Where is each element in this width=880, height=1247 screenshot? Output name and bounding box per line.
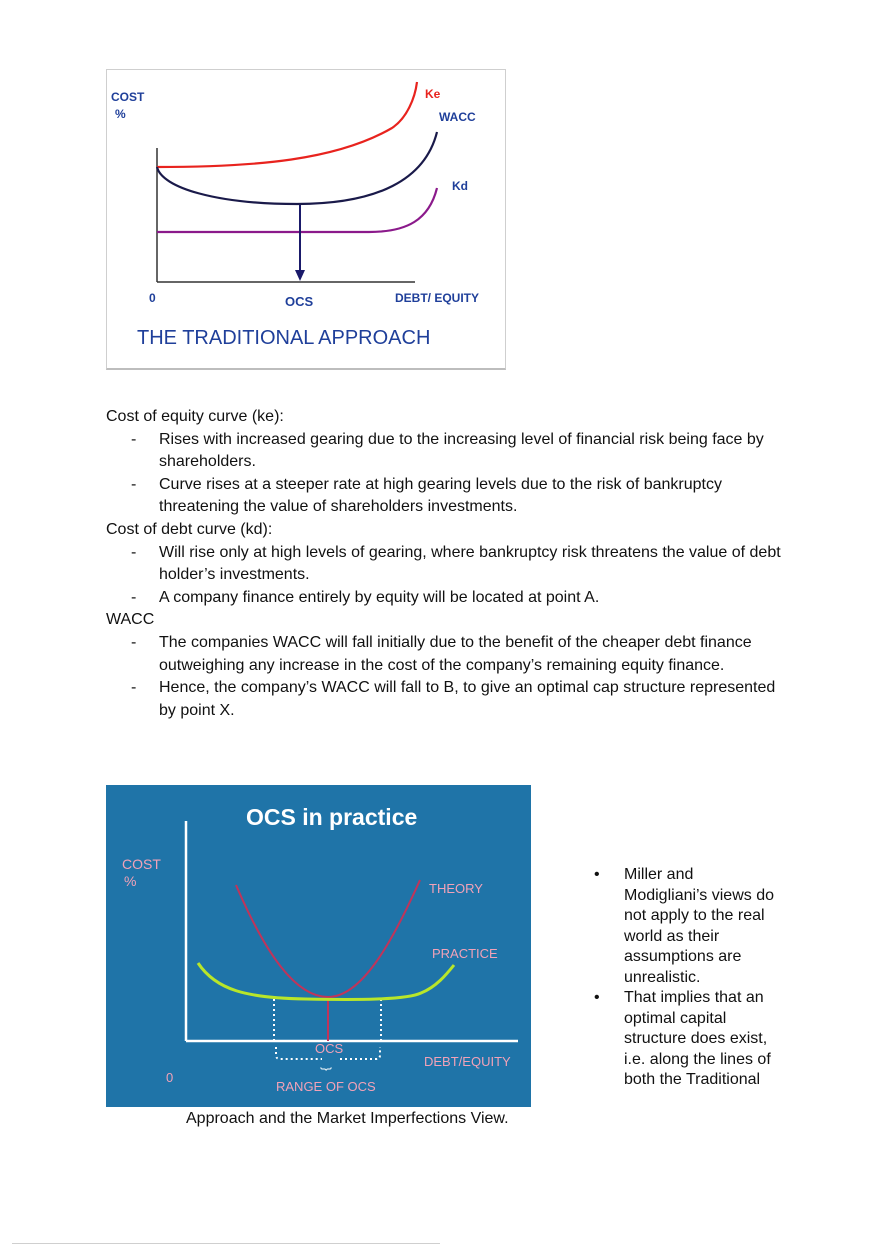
bullet-dot-icon: • [594,866,600,883]
ocs-in-practice-svg [106,785,531,1107]
ke-point-text: Rises with increased gearing due to the increasing level of financial risk being face by shareholders. [159,430,764,471]
wacc-point-text: Hence, the company’s WACC will fall to B, to give an optimal cap structure represented by point X. [159,679,776,719]
ocs-label: OCS [315,1041,344,1056]
origin-label: 0 [166,1070,174,1085]
bullet-item [594,865,780,988]
y-label-cost: COST [111,90,145,104]
ocs-label: OCS [285,294,314,309]
notes-section [106,406,786,722]
bullet-text: Miller and Modigliani’s views do not apply to the real world as their assumptions are unrealistic. [624,866,774,986]
kd-heading: Cost of debt curve (kd): [106,520,273,538]
dash-marker: - [131,543,137,561]
ke-label: Ke [425,87,441,101]
wacc-label: WACC [439,110,476,124]
kd-curve [157,188,437,232]
ocs-in-practice-figure [106,785,531,1107]
practice-curve [198,963,454,999]
origin-label: 0 [149,291,156,305]
kd-point [106,542,786,587]
ke-point-text: Curve rises at a steeper rate at high gearing levels due to the risk of bankruptcy threatening the value of shareholders investments. [159,475,722,516]
bullet-text: That implies that an optimal capital structure does exist, i.e. along the lines of both the Traditional [624,989,771,1088]
side-bullet-list [594,865,780,1091]
ke-point [106,474,786,519]
practice-label: PRACTICE [432,946,498,961]
wacc-heading: WACC [106,611,155,629]
dash-marker: - [131,475,137,493]
bullet-dot-icon: • [594,989,600,1006]
ke-curve [157,82,417,167]
dash-marker: - [131,679,137,697]
footer-rule [12,1243,440,1244]
wacc-curve [157,132,437,204]
range-label: RANGE OF OCS [276,1079,376,1094]
y-label-cost: COST [122,856,161,872]
dash-marker: - [131,430,137,448]
wacc-point [106,632,786,677]
ocs-arrow-head [295,270,305,281]
kd-point [106,587,786,610]
theory-label: THEORY [429,881,483,896]
bullet-item [594,988,780,1091]
traditional-approach-figure [106,69,506,370]
dash-marker: - [131,633,137,651]
range-brace: } [320,1067,334,1072]
theory-curve [236,880,420,997]
kd-label: Kd [452,179,468,193]
ke-point [106,429,786,474]
x-label: DEBT/EQUITY [424,1054,511,1069]
ke-heading: Cost of equity curve (ke): [106,408,284,425]
kd-point-text: A company finance entirely by equity will be located at point A. [159,588,600,606]
figure-title: THE TRADITIONAL APPROACH [137,327,431,349]
caption-continuation: Approach and the Market Imperfections View. [186,1110,509,1127]
traditional-approach-svg [107,70,505,368]
wacc-point-text: The companies WACC will fall initially due to the benefit of the cheaper debt finance outweighing any increase in the cost of the company’s remaining equity finance. [159,633,752,674]
wacc-point [106,677,786,722]
y-label-percent: % [115,107,126,121]
x-label: DEBT/ EQUITY [395,291,480,305]
kd-point-text: Will rise only at high levels of gearing, where bankruptcy risk threatens the value of debt holder’s investments. [159,543,781,584]
dash-marker: - [131,588,137,606]
y-label-percent: % [124,873,137,889]
figure-title: OCS in practice [246,804,418,830]
